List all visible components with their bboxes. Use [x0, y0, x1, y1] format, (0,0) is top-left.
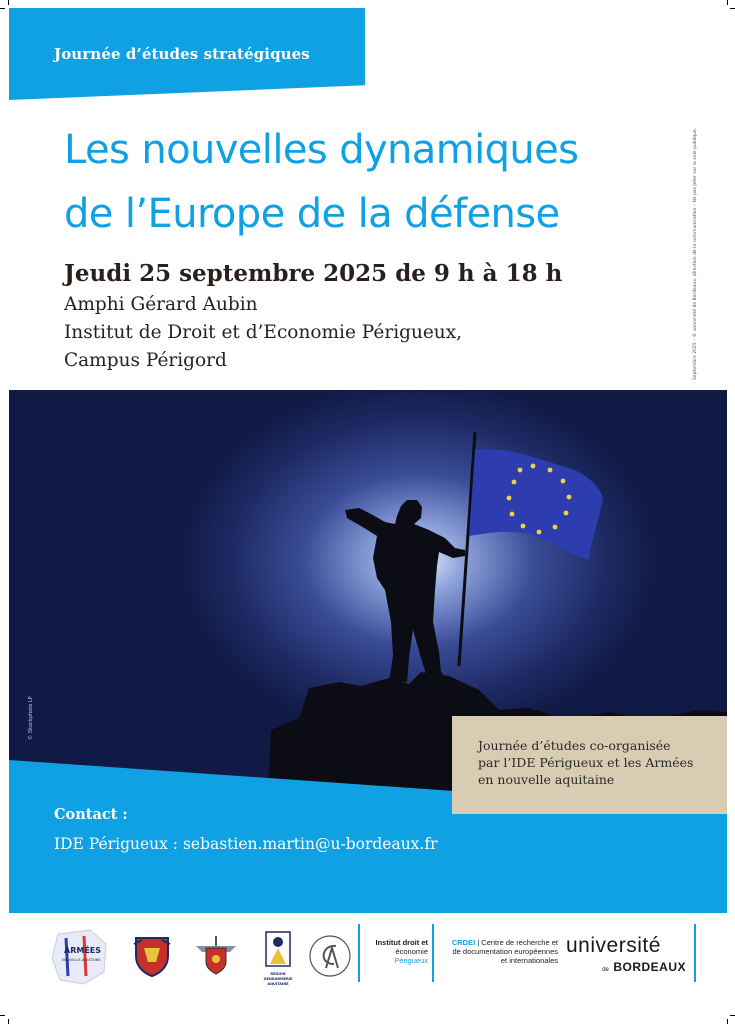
ub-universite: université	[566, 934, 661, 957]
crop-mark	[0, 1015, 5, 1016]
crdei-line-3: et internationales	[500, 956, 558, 965]
venue-campus: Campus Périgord	[64, 350, 227, 371]
co-organisation-line-3: en nouvelle aquitaine	[478, 772, 615, 787]
crop-mark	[730, 8, 735, 9]
crop-mark	[0, 8, 5, 9]
ide-line-3: Périgueux	[394, 956, 428, 965]
venue-room: Amphi Gérard Aubin	[64, 294, 258, 315]
military-shield-logo	[132, 934, 172, 978]
contact-email[interactable]: IDE Périgueux : sebastien.martin@u-bordeaux.fr	[54, 835, 438, 853]
ide-logo	[362, 938, 428, 984]
venue-institute: Institut de Droit et d’Economie Périgueux,	[64, 322, 463, 343]
logo-separator	[432, 924, 434, 982]
partner-logos	[0, 920, 735, 1000]
page-title	[64, 118, 578, 246]
armees-label: ARMÉES	[64, 946, 102, 955]
crdei-line-2: de documentation européennes	[452, 947, 558, 956]
military-emblem-logo	[194, 934, 238, 976]
crdei-line-1: | Centre de recherche et	[477, 938, 558, 947]
armees-sublabel: NOUVELLE-AQUITAINE	[62, 958, 101, 962]
eu-flag	[469, 449, 603, 560]
ub-de: de	[602, 967, 609, 973]
gendarmerie-logo	[258, 928, 298, 986]
crdei-acronym: CRDEI	[451, 938, 476, 947]
logo-separator	[694, 924, 696, 982]
event-kicker: Journée d’études stratégiques	[54, 45, 310, 63]
france-map-icon	[50, 928, 112, 986]
emblem-icon	[194, 934, 238, 976]
event-date: Jeudi 25 septembre 2025 de 9 h à 18 h	[64, 260, 563, 287]
ide-line-2: économie	[395, 947, 428, 956]
crdei-logo	[438, 938, 558, 984]
crop-mark	[730, 1015, 735, 1016]
logo-separator	[358, 924, 360, 982]
universite-bordeaux-logo	[566, 934, 690, 980]
side-credit: Septembre 2025 – © université de Bordeaux, direction de la communication – Ne pas jeter sur la voie publique.	[693, 127, 698, 380]
title-line-2: de l’Europe de la défense	[64, 191, 560, 237]
co-organisation-line-1: Journée d’études co-organisée	[478, 738, 671, 753]
armees-logo	[50, 928, 112, 986]
shield-icon	[132, 934, 172, 978]
ub-bordeaux: BORDEAUX	[613, 960, 686, 974]
crop-mark	[727, 1019, 728, 1024]
gendarmerie-caption: RÉGION GENDARMERIE AQUITAINE	[263, 972, 293, 986]
photo-credit: © iStockphoto LP	[28, 696, 34, 740]
ca-monogram-icon	[308, 934, 352, 978]
ca-circle-logo	[308, 934, 352, 978]
flagpole	[459, 432, 475, 666]
co-organisation-text	[478, 737, 693, 788]
ide-line-1: Institut droit et	[375, 938, 428, 947]
crop-mark	[8, 1019, 9, 1024]
soldier-silhouette	[345, 500, 465, 684]
crop-mark	[8, 0, 9, 5]
gendarmerie-icon	[258, 928, 298, 972]
co-organisation-line-2: par l’IDE Périgueux et les Armées	[478, 755, 694, 770]
contact-label: Contact :	[54, 806, 128, 823]
title-line-1: Les nouvelles dynamiques	[64, 127, 579, 173]
crop-mark	[727, 0, 728, 5]
event-venue	[64, 291, 462, 375]
